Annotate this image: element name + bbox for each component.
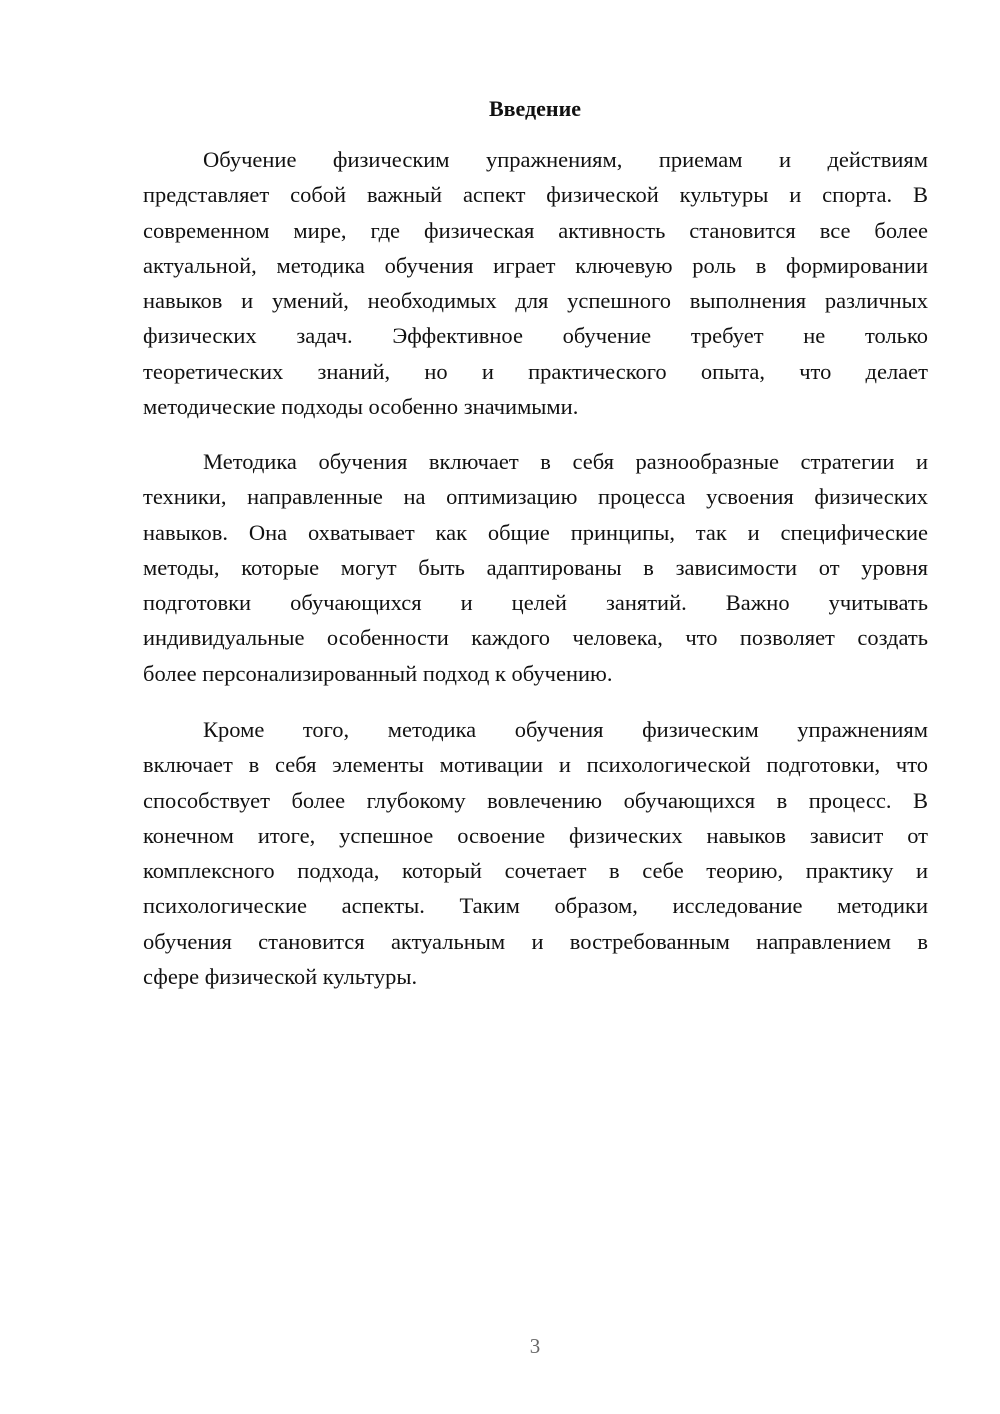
text-line: навыков и умений, необходимых для успешного выполнения различных: [143, 288, 928, 314]
paragraph-1: [143, 142, 928, 424]
text-line: методы, которые могут быть адаптированы в зависимости от уровня: [143, 554, 928, 580]
text-line: современном мире, где физическая активность становится все более: [143, 217, 928, 243]
text-line: методические подходы особенно значимыми.: [143, 394, 579, 420]
text-line: Обучение физическим упражнениям, приемам и действиям: [203, 147, 928, 172]
text-line: навыков. Она охватывает как общие принципы, так и специфические: [143, 519, 928, 545]
text-line: включает в себя элементы мотивации и психологической подготовки, что: [143, 752, 928, 778]
text-line: комплексного подхода, который сочетает в себе теорию, практику и: [143, 858, 928, 884]
text-line: физических задач. Эффективное обучение требует не только: [143, 323, 928, 349]
section-title: Введение: [488, 96, 582, 121]
page-number: 3: [529, 1334, 541, 1358]
text-line: обучения становится актуальным и востребованным направлением в: [143, 928, 928, 954]
text-line: конечном итоге, успешное освоение физических навыков зависит от: [143, 822, 928, 848]
text-line: индивидуальные особенности каждого человека, что позволяет создать: [143, 625, 928, 651]
text-line: актуальной, методика обучения играет ключевую роль в формировании: [143, 252, 928, 278]
paragraph-2: [143, 444, 928, 691]
text-line: более персонализированный подход к обучению.: [143, 660, 613, 686]
text-line: теоретических знаний, но и практического опыта, что делает: [143, 358, 928, 384]
text-line: сфере физической культуры.: [143, 964, 418, 990]
text-line: Кроме того, методика обучения физическим упражнениям: [203, 717, 928, 742]
text-line: Методика обучения включает в себя разнообразные стратегии и: [203, 449, 928, 474]
text-line: психологические аспекты. Таким образом, исследование методики: [143, 893, 928, 919]
text-line: техники, направленные на оптимизацию процесса усвоения физических: [143, 484, 928, 510]
paragraph-3: [143, 712, 928, 994]
text-line: способствует более глубокому вовлечению обучающихся в процесс. В: [143, 787, 928, 813]
text-line: представляет собой важный аспект физической культуры и спорта. В: [143, 182, 928, 208]
text-line: подготовки обучающихся и целей занятий. Важно учитывать: [143, 590, 928, 616]
